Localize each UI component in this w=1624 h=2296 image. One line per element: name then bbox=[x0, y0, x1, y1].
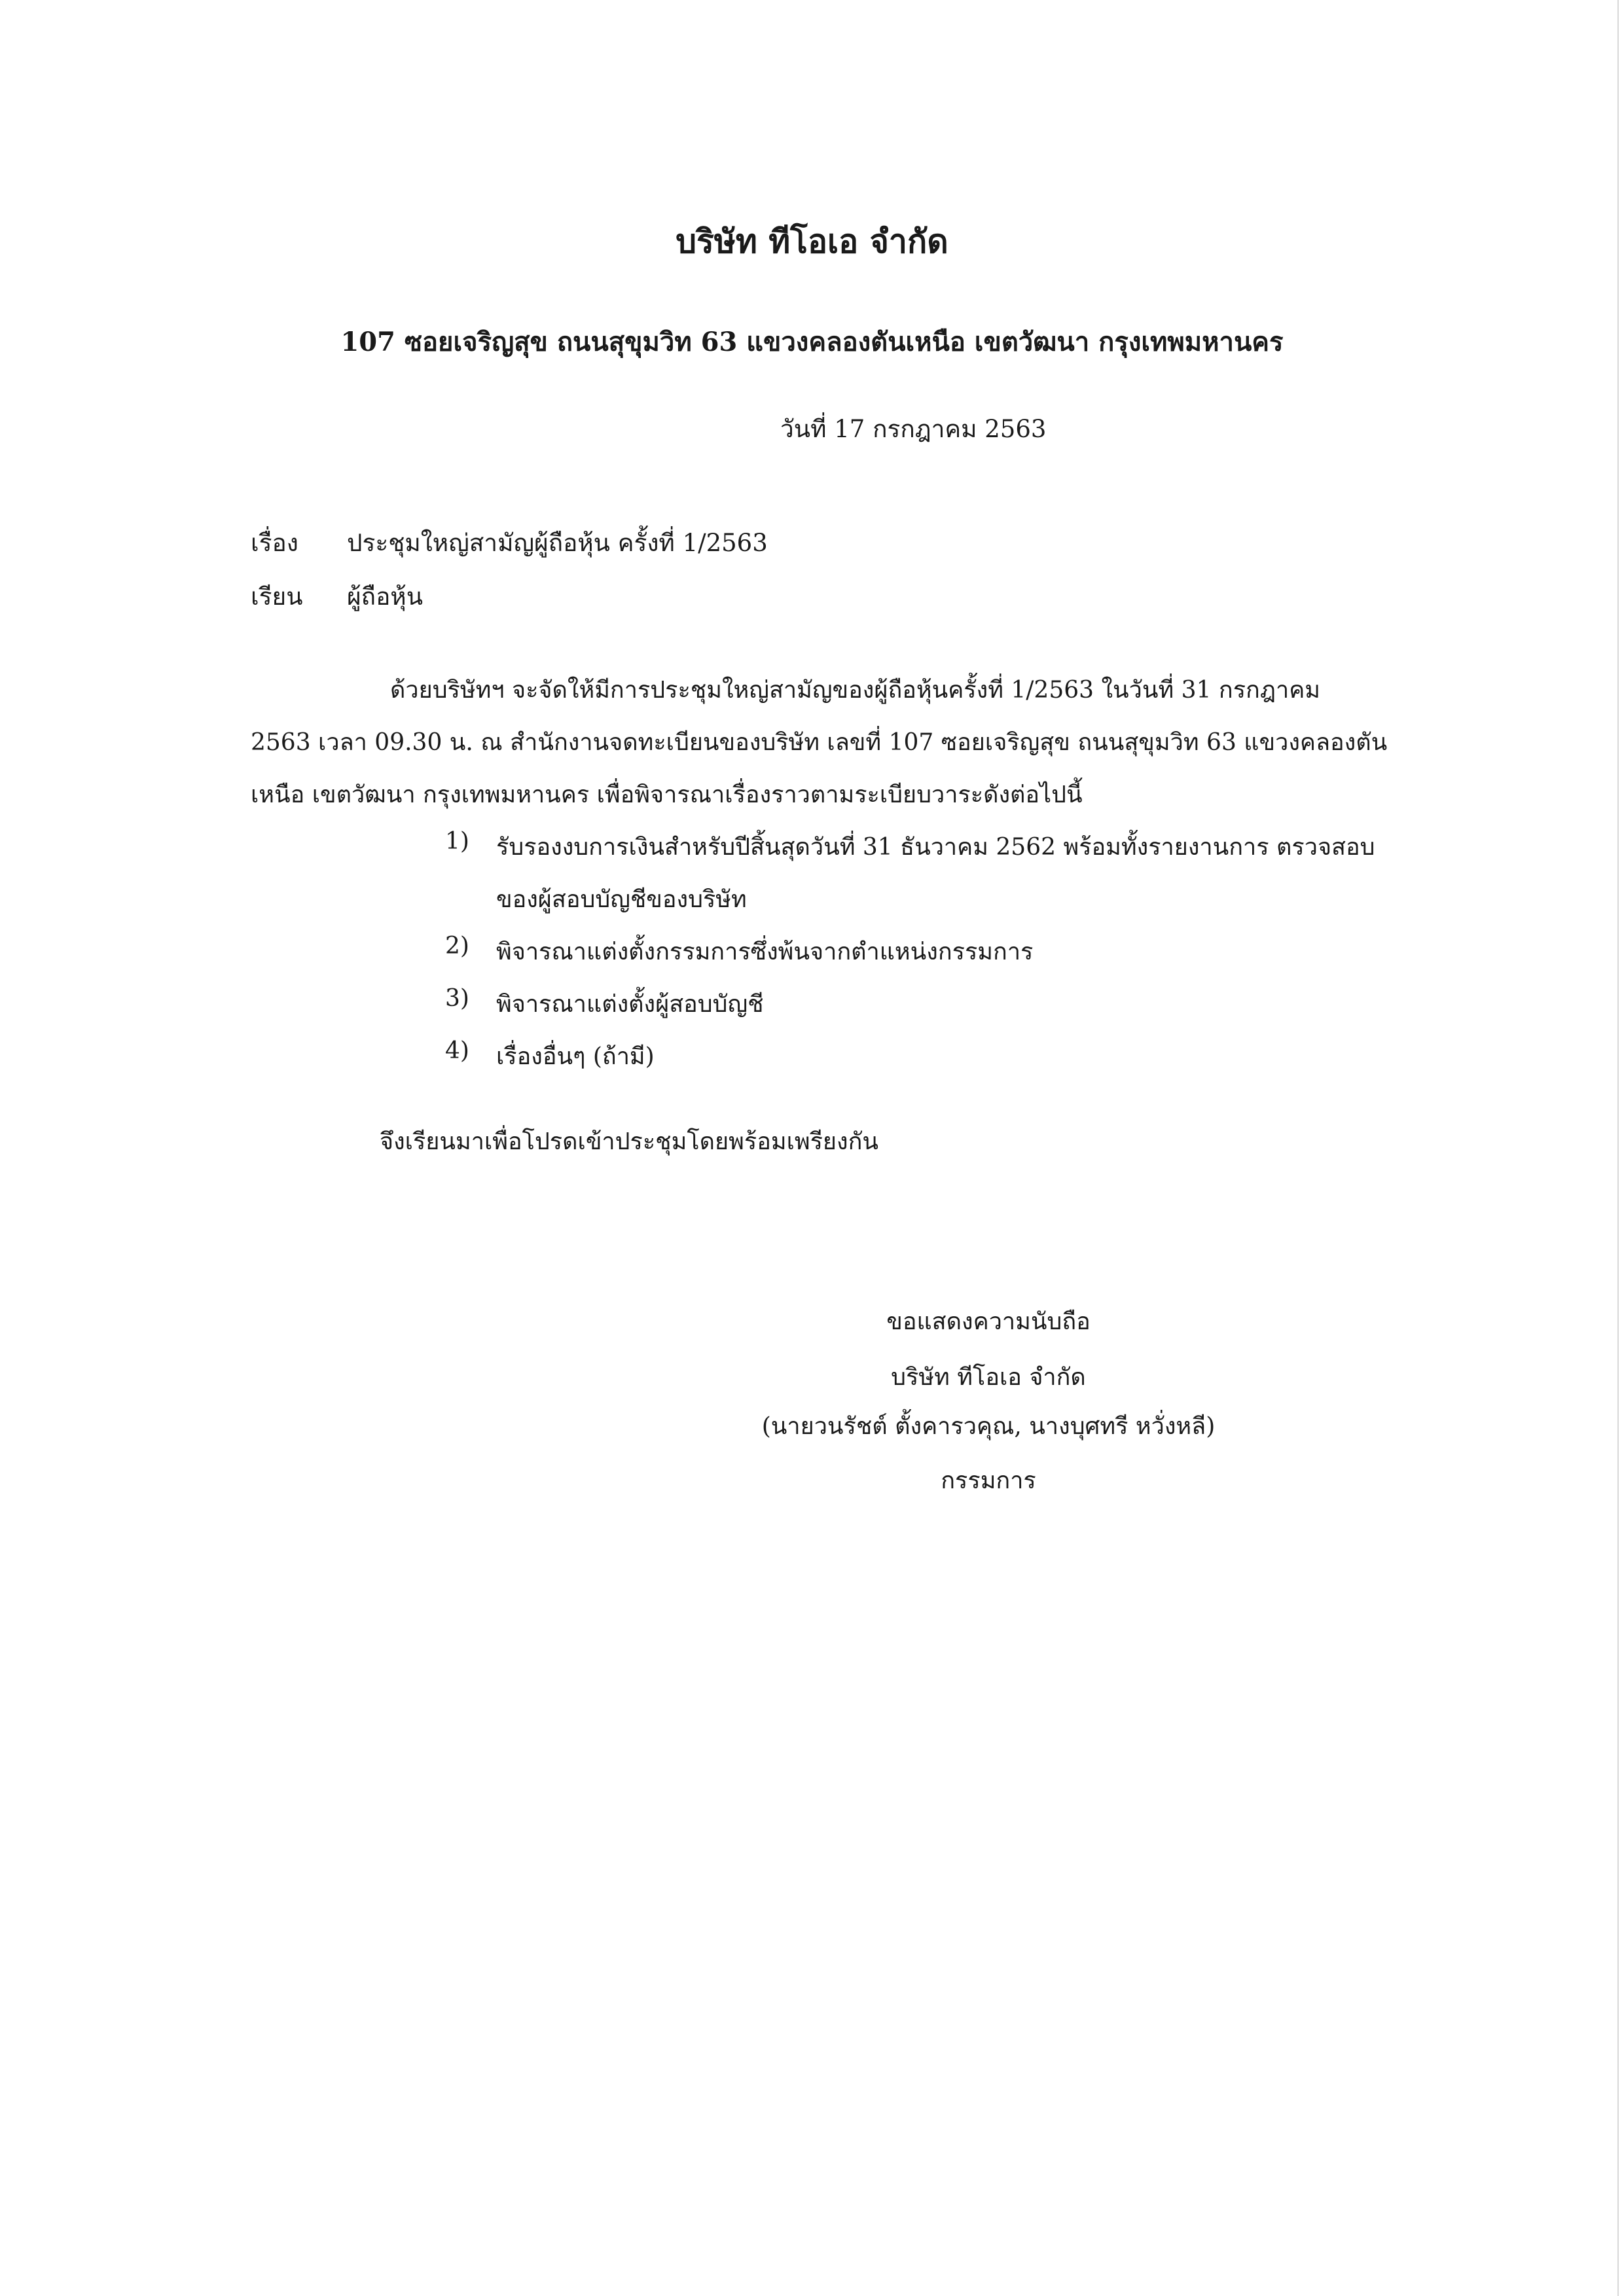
signature-names: (นายวนรัชต์ ตั้งคารวคุณ, นางบุศทรี หวั่งหลี) bbox=[761, 1413, 1216, 1440]
recipient-label: เรียน bbox=[251, 583, 303, 611]
agenda-item-4-number: 4) bbox=[445, 1037, 469, 1064]
agenda-item-2-text: พิจารณาแต่งตั้งกรรมการซึ่งพ้นจากตำแหน่งกรรมการ bbox=[496, 939, 1034, 965]
agenda-item-3-text: พิจารณาแต่งตั้งผู้สอบบัญชี bbox=[496, 991, 764, 1018]
subject-value: ประชุมใหญ่สามัญผู้ถือหุ้น ครั้งที่ 1/2563 bbox=[347, 529, 768, 557]
signature-company: บริษัท ทีโอเอ จำกัด bbox=[891, 1364, 1086, 1391]
body-line-1: ด้วยบริษัทฯ จะจัดให้มีการประชุมใหญ่สามัญของผู้ถือหุ้นครั้งที่ 1/2563 ในวันที่ 31 กรกฎาคม bbox=[390, 677, 1321, 704]
signature-title: กรรมการ bbox=[941, 1467, 1036, 1494]
body-line-3: เหนือ เขตวัฒนา กรุงเทพมหานคร เพื่อพิจารณาเรื่องราวตามระเบียบวาระดังต่อไปนี้ bbox=[251, 781, 1083, 808]
company-address: 107 ซอยเจริญสุข ถนนสุขุมวิท 63 แขวงคลองตันเหนือ เขตวัฒนา กรุงเทพมหานคร bbox=[340, 327, 1284, 357]
agenda-item-3-number: 3) bbox=[445, 985, 469, 1012]
agenda-item-1-text: รับรองงบการเงินสำหรับปีสิ้นสุดวันที่ 31 ธันวาคม 2562 พร้อมทั้งรายงานการ ตรวจสอบ bbox=[496, 834, 1375, 861]
subject-label: เรื่อง bbox=[251, 529, 298, 557]
closing-sentence: จึงเรียนมาเพื่อโปรดเข้าประชุมโดยพร้อมเพรียงกัน bbox=[380, 1128, 879, 1155]
agenda-item-1-text-continued: ของผู้สอบบัญชีของบริษัท bbox=[496, 886, 747, 913]
letter-date: วันที่ 17 กรกฎาคม 2563 bbox=[780, 415, 1047, 443]
recipient-value: ผู้ถือหุ้น bbox=[347, 583, 423, 611]
agenda-item-4-text: เรื่องอื่นๆ (ถ้ามี) bbox=[496, 1043, 655, 1070]
agenda-item-1-number: 1) bbox=[445, 828, 469, 855]
agenda-item-2-number: 2) bbox=[445, 933, 469, 960]
body-line-2: 2563 เวลา 09.30 น. ณ สำนักงานจดทะเบียนของบริษัท เลขที่ 107 ซอยเจริญสุข ถนนสุขุมวิท 63 แขวงคลองตัน bbox=[251, 729, 1388, 756]
company-name-heading: บริษัท ทีโอเอ จำกัด bbox=[676, 222, 948, 260]
signature-regards: ขอแสดงความนับถือ bbox=[886, 1308, 1091, 1335]
